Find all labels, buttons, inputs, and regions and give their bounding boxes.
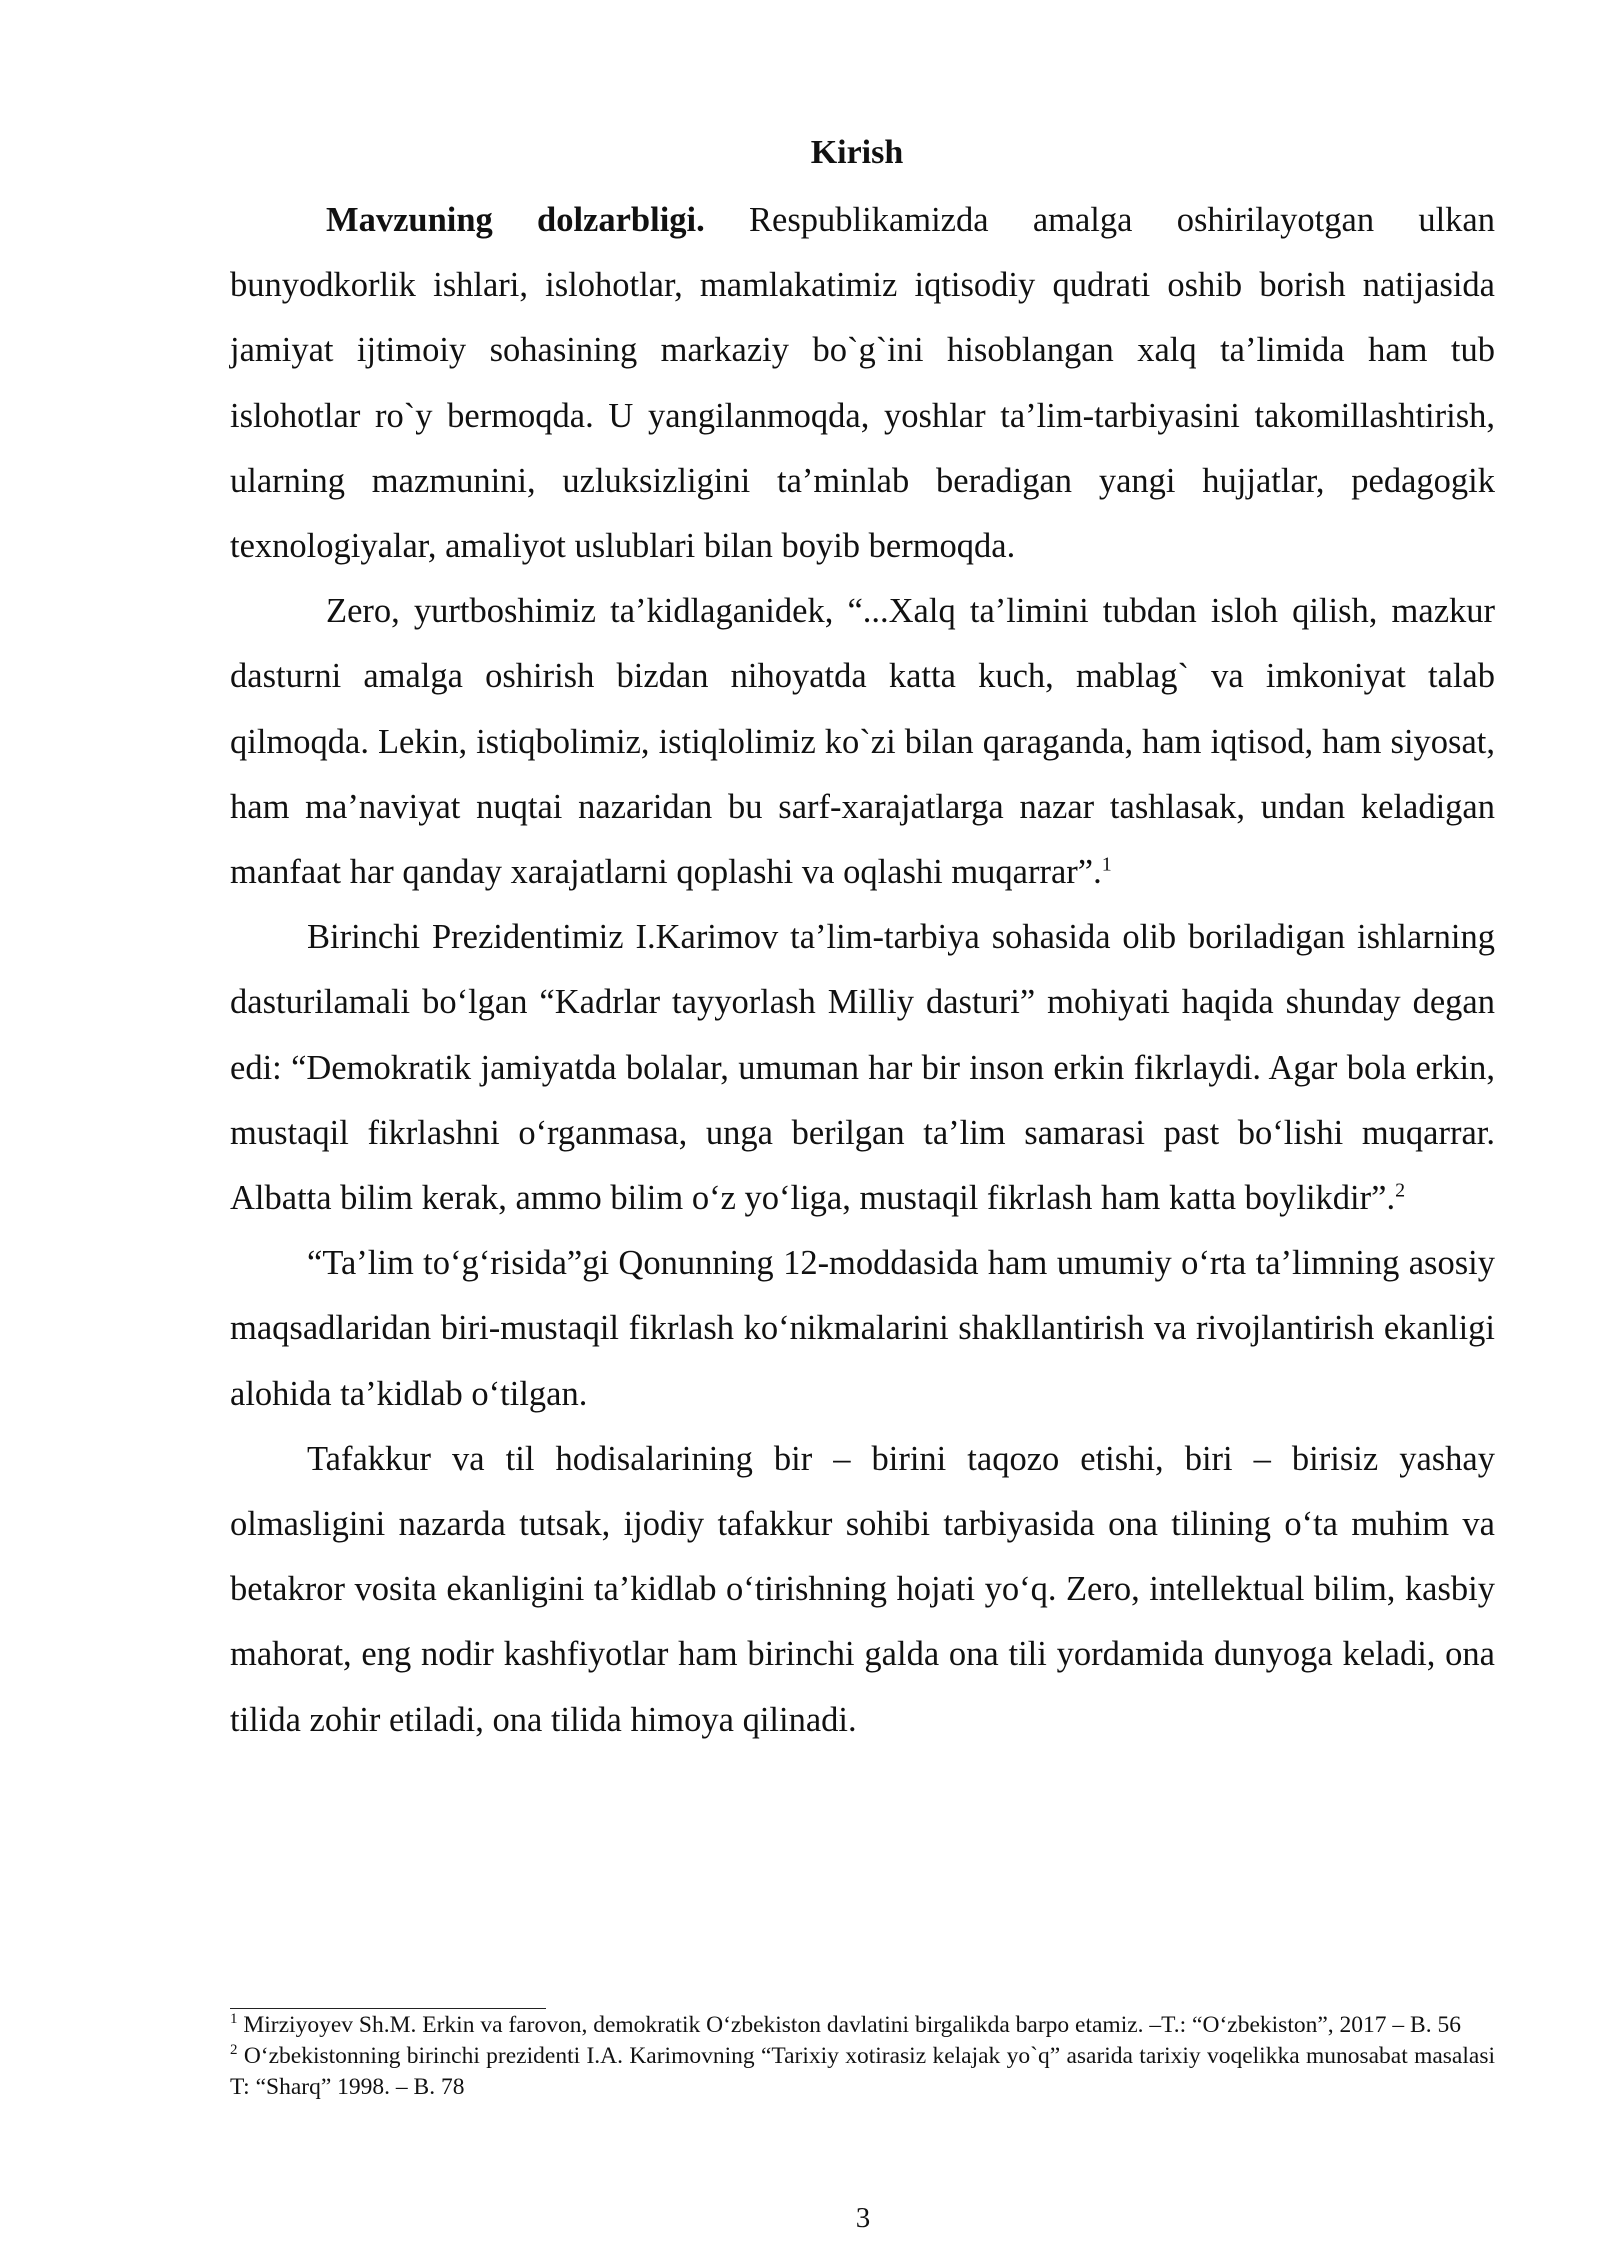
footnote-mark: 1 xyxy=(230,2011,238,2028)
paragraph-thinking-language xyxy=(230,1427,1495,1753)
page-title: Kirish xyxy=(810,134,904,171)
footnotes xyxy=(230,2010,1495,2103)
paragraph-education-law xyxy=(230,1231,1495,1427)
footnote-1 xyxy=(230,2010,1495,2041)
paragraph-text: Zero, yurtboshimiz ta’kidlaganidek, “...Xalq ta’limini tubdan isloh qilish, mazkur dasturni amalga oshirish bizdan nihoyatda katta kuch, mablag` va imkoniyat talab qilmoqda. Lekin, istiqbolimiz, istiqlolimiz ko`zi bilan qaraganda, ham iqtisod, ham siyosat, ham ma’naviyat nuqtai nazaridan bu sarf-xarajatlarga nazar tashlasak, undan keladigan manfaat har qanday xarajatlarni qoplashi va oqlashi muqarrar”. xyxy=(230,592,1495,892)
footnote-reference-1[interactable]: 1 xyxy=(1101,853,1112,876)
paragraph-text: “Ta’lim to‘g‘risida”gi Qonunning 12-moddasida ham umumiy o‘rta ta’limning asosiy maqsadlaridan biri-mustaqil fikrlash ko‘nikmalarini shakllantirish va rivojlantirish ekanligi alohida ta’kidlab o‘tilgan. xyxy=(230,1244,1495,1413)
paragraph-text: Tafakkur va til hodisalarining bir – birini taqozo etishi, biri – birisiz yashay olmasligini nazarda tutsak, ijodiy tafakkur sohibi tarbiyasida ona tilining o‘ta muhim va betakror vosita ekanligini ta’kidlab o‘tirishning hojati yo‘q. Zero, intellektual bilim, kasbiy mahorat, eng nodir kashfiyotlar ham birinchi galda ona tili yordamida dunyoga keladi, ona tilida zohir etiladi, ona tilida himoya qilinadi. xyxy=(230,1439,1495,1739)
page-number: 3 xyxy=(855,2202,871,2234)
footnote-text: O‘zbekistonning birinchi prezidenti I.A. Karimovning “Tarixiy xotirasiz kelajak yo`q” asarida tarixiy voqelikka munosabat masalasi T: “Sharq” 1998. – B. 78 xyxy=(230,2043,1495,2100)
footnote-mark: 2 xyxy=(230,2042,238,2059)
document-body xyxy=(230,188,1495,1753)
paragraph-quote-president xyxy=(230,579,1495,905)
paragraph-text: Birinchi Prezidentimiz I.Karimov ta’lim-tarbiya sohasida olib boriladigan ishlarning dasturilamali bo‘lgan “Kadrlar tayyorlash Milliy dasturi” mohiyati haqida shunday degan edi: “Demokratik jamiyatda bolalar, umuman har bir inson erkin fikrlaydi. Agar bola erkin, mustaqil fikrlashni o‘rganmasa, unga berilgan ta’lim samarasi past bo‘lishi muqarrar. Albatta bilim kerak, ammo bilim o‘z yo‘liga, mustaqil fikrlash ham katta boylikdir”. xyxy=(230,918,1495,1218)
footnote-reference-2[interactable]: 2 xyxy=(1395,1179,1406,1202)
section-lead: Mavzuning dolzarbligi. xyxy=(326,201,705,239)
paragraph-text: Respublikamizda amalga oshirilayotgan ulkan bunyodkorlik ishlari, islohotlar, mamlakatimiz iqtisodiy qudrati oshib borish natijasida jamiyat ijtimoiy sohasining markaziy bo`g`ini hisoblangan xalq ta’limida ham tub islohotlar ro`y bermoqda. U yangilanmoqda, yoshlar ta’lim-tarbiyasini takomillashtirish, ularning mazmunini, uzluksizligini ta’minlab beradigan yangi hujjatlar, pedagogik texnologiyalar, amaliyot uslublari bilan boyib bermoqda. xyxy=(230,201,1495,566)
paragraph-relevance xyxy=(230,188,1495,579)
footnote-separator xyxy=(230,2008,546,2009)
footnote-text: Mirziyoyev Sh.M. Erkin va farovon, demokratik O‘zbekiston davlatini birgalikda barpo etamiz. –T.: “O‘zbekiston”, 2017 – B. 56 xyxy=(237,2012,1461,2038)
paragraph-quote-karimov xyxy=(230,905,1495,1231)
footnote-2 xyxy=(230,2041,1495,2103)
